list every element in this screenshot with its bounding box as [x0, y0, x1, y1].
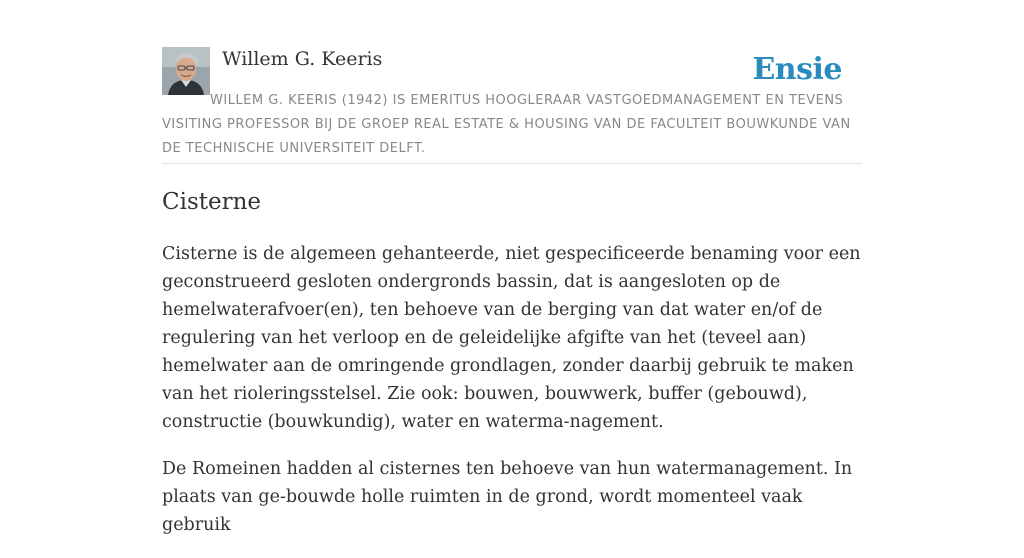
article-container: [162, 0, 862, 535]
brand-logo[interactable]: Ensie: [752, 52, 842, 87]
author-header: [162, 0, 862, 164]
article-paragraph: Cisterne is de algemeen gehanteerde, niet gespecificeerde benaming voor een geconstrueerd gesloten ondergronds bassin, dat is aangesloten op de hemelwaterafvoer(en), ten behoeve van de berging van dat water en/of de regulering van het verloop en de geleidelijke afgifte van het (teveel aan) hemelwater aan de omringende grondlagen, zonder daarbij gebruik te maken van het rioleringsstelsel. Zie ook: bouwen, bouwwerk, buffer (gebouwd), constructie (bouwkundig), water en waterma-nagement.: [162, 244, 861, 432]
avatar[interactable]: [162, 47, 210, 95]
article-body: [162, 240, 862, 558]
author-name[interactable]: Willem G. Keeris: [222, 48, 383, 70]
article-paragraph: De Romeinen hadden al cisternes ten behoeve van hun watermanagement. In plaats van ge-bouwde holle ruimten in de grond, wordt momenteel vaak gebruik: [162, 459, 853, 535]
author-photo-icon: [162, 47, 210, 95]
author-bio: WILLEM G. KEERIS (1942) IS EMERITUS HOOGLERAAR VASTGOEDMANAGEMENT EN TEVENS VISITING PROFESSOR BIJ DE GROEP REAL ESTATE & HOUSING VAN DE FACULTEIT BOUWKUNDE VAN DE TECHNISCHE UNIVERSITEIT DELFT.: [162, 93, 851, 156]
article-title: Cisterne: [162, 189, 262, 215]
